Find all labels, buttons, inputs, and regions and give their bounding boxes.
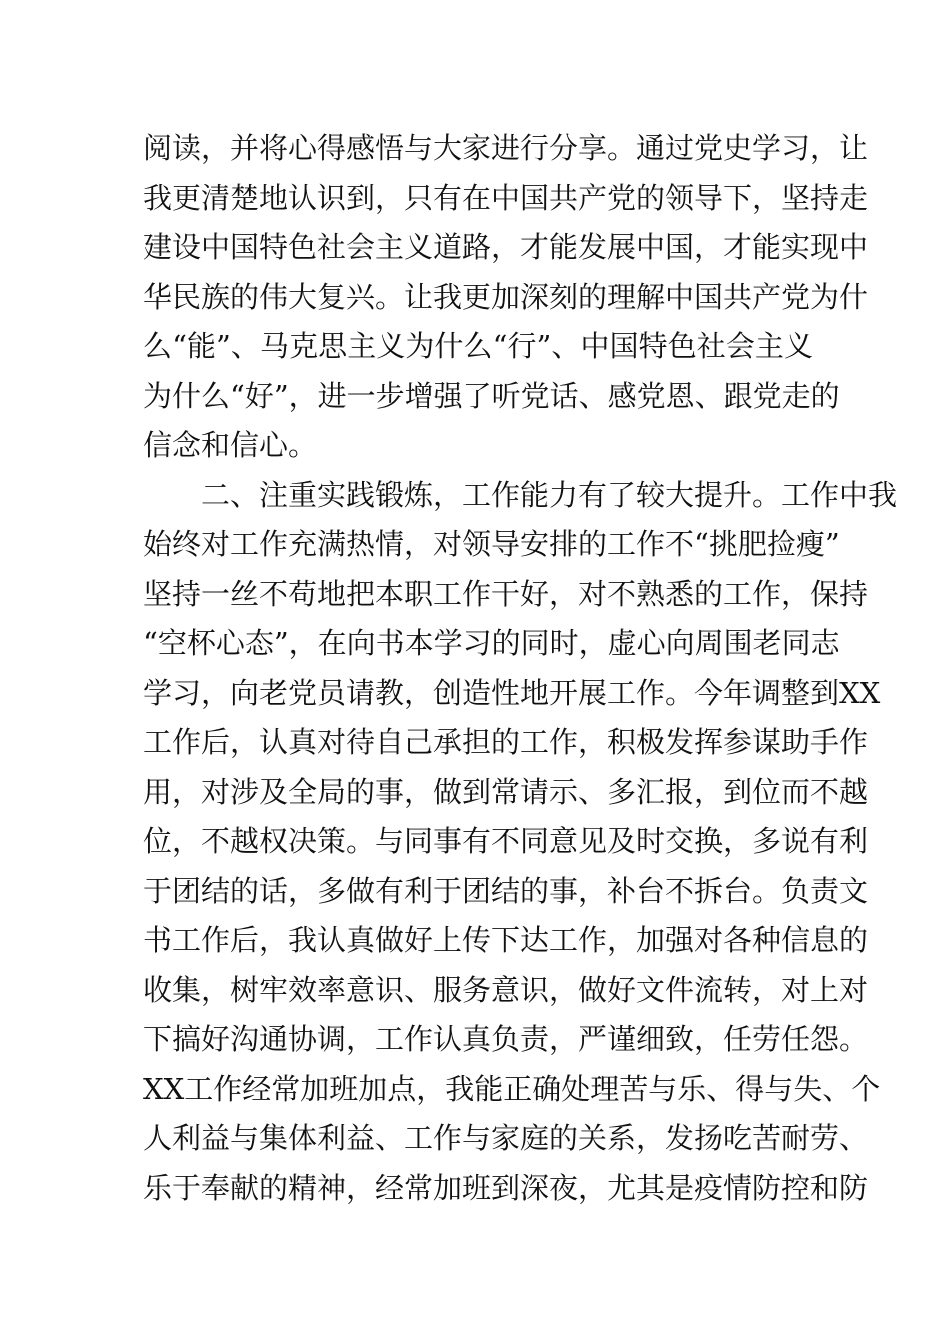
text-line: 我更清楚地认识到，只有在中国共产党的领导下，坚持走 xyxy=(143,180,869,215)
text-line: 么“能”、马克思主义为什么“行”、中国特色社会主义 xyxy=(143,329,813,363)
text-line: 为什么“好”，进一步增强了听党话、感党恩、跟党走的 xyxy=(143,378,840,413)
text-line: 乐于奉献的精神，经常加班到深夜，尤其是疫情防控和防 xyxy=(143,1170,869,1205)
text-line: 阅读，并将心得感悟与大家进行分享。通过党史学习，让 xyxy=(143,131,869,165)
text-line: 人利益与集体利益、工作与家庭的关系，发扬吃苦耐劳、 xyxy=(143,1121,869,1155)
paragraph-start-line: 二、注重实践锻炼，工作能力有了较大提升。工作中我 xyxy=(201,477,898,512)
text-line: 坚持一丝不苟地把本职工作干好，对不熟悉的工作，保持 xyxy=(143,576,869,611)
text-line: 于团结的话，多做有利于团结的事，补台不拆台。负责文 xyxy=(143,873,869,908)
text-line: 建设中国特色社会主义道路，才能发展中国，才能实现中 xyxy=(143,230,869,264)
text-line: 始终对工作充满热情，对领导安排的工作不“挑肥捡瘦” xyxy=(143,527,840,561)
text-line: 华民族的伟大复兴。让我更加深刻的理解中国共产党为什 xyxy=(143,279,869,314)
document-body xyxy=(143,124,898,1213)
text-line: 位，不越权决策。与同事有不同意见及时交换，多说有利 xyxy=(143,824,869,858)
text-line: “空杯心态”，在向书本学习的同时，虚心向周围老同志 xyxy=(143,626,840,660)
text-line: 学习，向老党员请教，创造性地开展工作。今年调整到XX xyxy=(143,675,881,710)
text-line: 书工作后，我认真做好上传下达工作，加强对各种信息的 xyxy=(143,923,869,957)
text-line: XX工作经常加班加点，我能正确处理苦与乐、得与失、个 xyxy=(143,1071,881,1106)
text-line: 收集，树牢效率意识、服务意识，做好文件流转，对上对 xyxy=(143,972,869,1007)
text-line: 用，对涉及全局的事，做到常请示、多汇报，到位而不越 xyxy=(143,774,869,809)
text-line: 下搞好沟通协调，工作认真负责，严谨细致，任劳任怨。 xyxy=(143,1022,869,1056)
paragraph-end-line: 信念和信心。 xyxy=(143,428,318,462)
text-line: 工作后，认真对待自己承担的工作，积极发挥参谋助手作 xyxy=(143,725,869,759)
